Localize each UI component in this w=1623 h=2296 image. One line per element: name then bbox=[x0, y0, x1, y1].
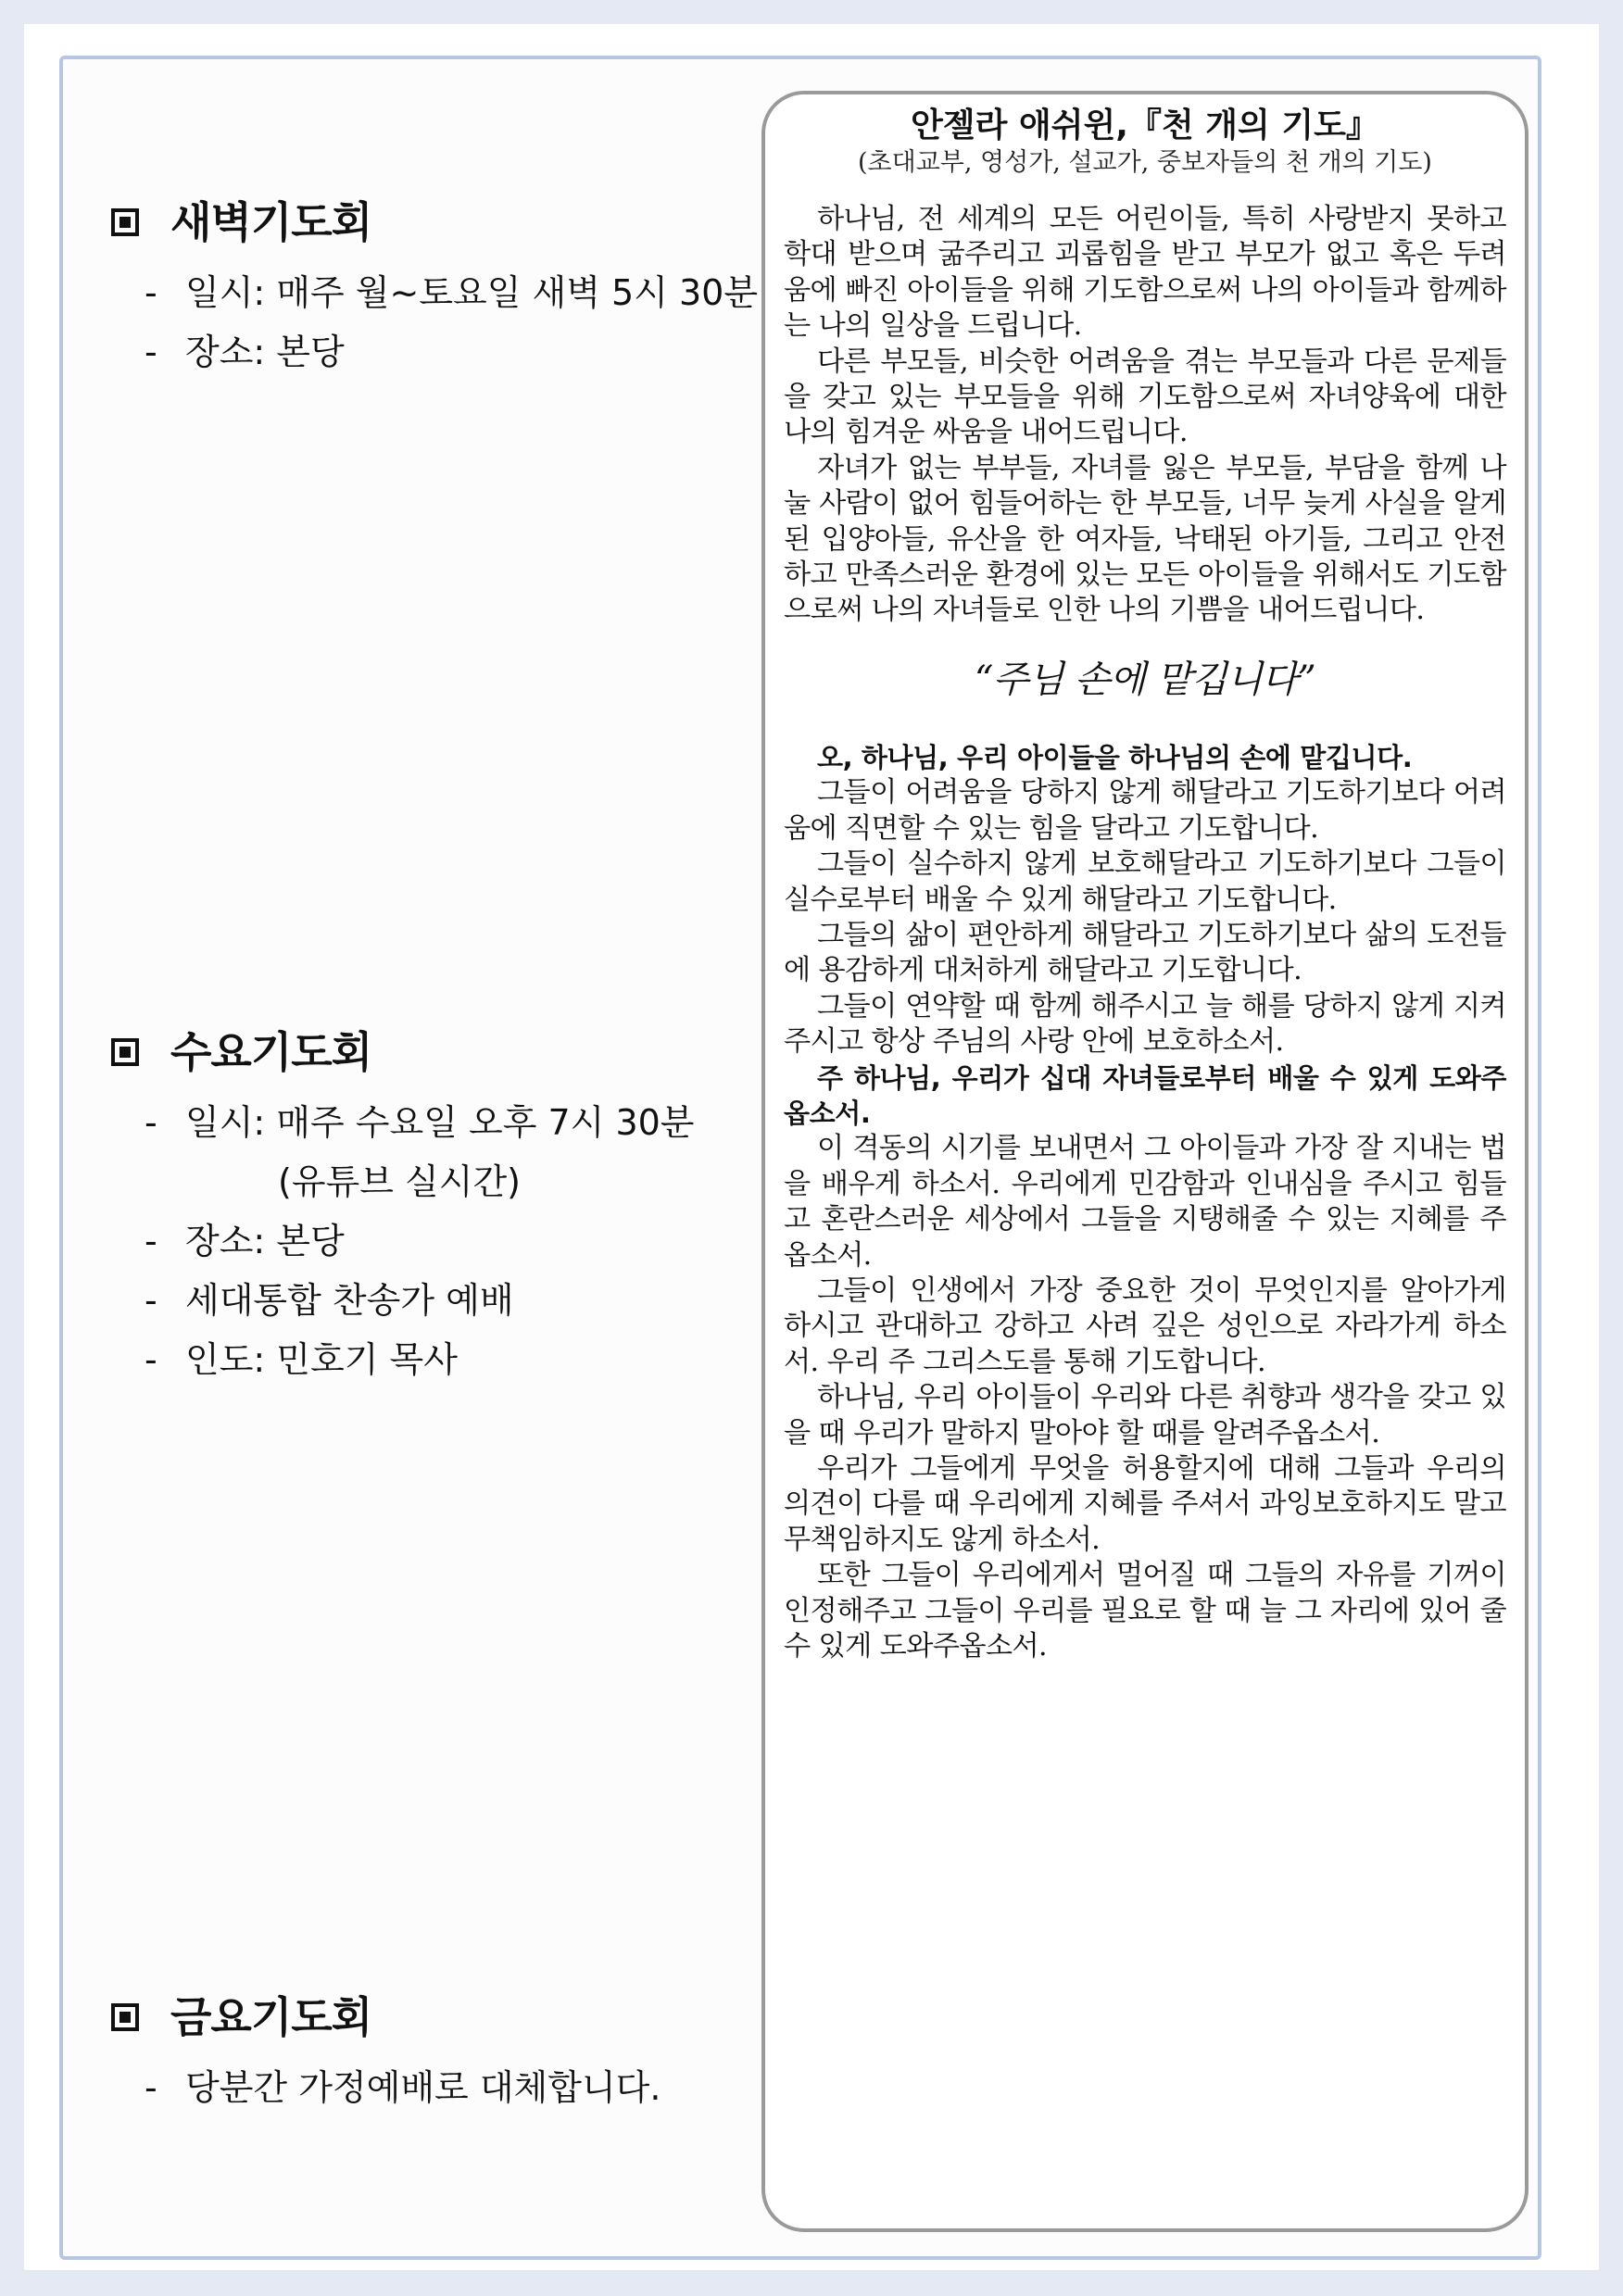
prayer-text bbox=[784, 202, 1506, 1664]
prayer-bold-line: 오, 하나님, 우리 아이들을 하나님의 손에 맡깁니다. bbox=[817, 741, 1413, 773]
wednesday-service: - 세대통합 찬송가 예배 bbox=[145, 1280, 514, 1321]
friday-note: - 당분간 가정예배로 대체합니다. bbox=[145, 2067, 661, 2108]
dawn-prayer-title: 새벽기도회 bbox=[170, 197, 372, 247]
friday-prayer-section bbox=[111, 1989, 661, 2117]
dawn-prayer-section bbox=[111, 194, 758, 382]
prayer-book-subtitle: (초대교부, 영성가, 설교가, 중보자들의 천 개의 기도) bbox=[858, 148, 1432, 177]
prayer-box bbox=[761, 91, 1529, 2232]
square-bullet-icon bbox=[111, 1038, 139, 1066]
prayer-bold-line: 주 하나님, 우리가 십대 자녀들로부터 배울 수 있게 도와주옵소서. bbox=[784, 1061, 1506, 1129]
square-bullet-icon bbox=[111, 208, 139, 236]
prayer-paragraph: 또한 그들이 우리에게서 멀어질 때 그들의 자유를 기꺼이 인정해주고 그들이 우리를 필요로 할 때 늘 그 자리에 있어 줄 수 있게 도와주옵소서. bbox=[784, 1559, 1506, 1663]
dawn-time: - 일시: 매주 월~토요일 새벽 5시 30분 bbox=[145, 272, 759, 313]
wednesday-prayer-title: 수요기도회 bbox=[170, 1027, 372, 1077]
intro-paragraph: 자녀가 없는 부부들, 자녀를 잃은 부모들, 부담을 함께 나눌 사람이 없어 힘들어하는 한 부모들, 너무 늦게 사실을 알게 된 입양아들, 유산을 한 여자들, 낙태된 아기들, 그리고 안전하고 만족스러운 환경에 있는 모든 아이들을 위해서도 기도함으로써 나의 자녀들로 인한 나의 기쁨을 내어드립니다. bbox=[784, 451, 1506, 627]
wednesday-leader: - 인도: 민호기 목사 bbox=[145, 1339, 458, 1380]
wednesday-time-note: (유튜브 실시간) bbox=[278, 1161, 521, 1202]
intro-paragraph: 다른 부모들, 비슷한 어려움을 겪는 부모들과 다른 문제들을 갖고 있는 부모들을 위해 기도함으로써 자녀양육에 대한 나의 힘겨운 싸움을 내어드립니다. bbox=[784, 345, 1506, 449]
page bbox=[24, 24, 1599, 2270]
wednesday-place: - 장소: 본당 bbox=[145, 1221, 345, 1261]
prayer-paragraph: 그들이 인생에서 가장 중요한 것이 무엇인지를 알아가게 하시고 관대하고 강하고 사려 깊은 성인으로 자라가게 하소서. 우리 주 그리스도를 통해 기도합니다. bbox=[784, 1273, 1506, 1378]
prayer-quote-title: “주님 손에 맡깁니다” bbox=[974, 658, 1316, 701]
prayer-paragraph: 그들이 실수하지 않게 보호해달라고 기도하기보다 그들이 실수로부터 배울 수 있게 해달라고 기도합니다. bbox=[784, 847, 1506, 916]
square-bullet-icon bbox=[111, 2003, 139, 2031]
friday-prayer-title: 금요기도회 bbox=[170, 1992, 372, 2042]
bulletin-frame bbox=[59, 56, 1541, 2260]
wednesday-prayer-section bbox=[111, 1024, 695, 1389]
prayer-paragraph: 그들의 삶이 편안하게 해달라고 기도하기보다 삶의 도전들에 용감하게 대처하게 해달라고 기도합니다. bbox=[784, 918, 1506, 987]
wednesday-time: - 일시: 매주 수요일 오후 7시 30분 bbox=[145, 1102, 695, 1143]
prayer-paragraph: 이 격동의 시기를 보내면서 그 아이들과 가장 잘 지내는 법을 배우게 하소서. 우리에게 민감함과 인내심을 주시고 힘들고 혼란스러운 세상에서 그들을 지탱해줄 수 있는 지혜를 주옵소서. bbox=[784, 1132, 1506, 1272]
prayer-paragraph: 우리가 그들에게 무엇을 허용할지에 대해 그들과 우리의 의견이 다를 때 우리에게 지혜를 주셔서 과잉보호하지도 말고 무책임하지도 않게 하소서. bbox=[784, 1452, 1506, 1556]
prayer-paragraph: 하나님, 우리 아이들이 우리와 다른 취향과 생각을 갖고 있을 때 우리가 말하지 말아야 할 때를 알려주옵소서. bbox=[784, 1381, 1506, 1449]
prayer-book-title: 안젤라 애쉬윈,『천 개의 기도』 bbox=[911, 107, 1379, 144]
intro-paragraph: 하나님, 전 세계의 모든 어린이들, 특히 사랑받지 못하고 학대 받으며 굶주리고 괴롭힘을 받고 부모가 없고 혹은 두려움에 빠진 아이들을 위해 기도함으로써 나의 아이들과 함께하는 나의 일상을 드립니다. bbox=[784, 203, 1506, 343]
prayer-paragraph: 그들이 연약할 때 함께 해주시고 늘 해를 당하지 않게 지켜주시고 항상 주님의 사랑 안에 보호하소서. bbox=[784, 989, 1506, 1059]
dawn-place: - 장소: 본당 bbox=[145, 332, 345, 372]
prayer-paragraph: 그들이 어려움을 당하지 않게 해달라고 기도하기보다 어려움에 직면할 수 있는 힘을 달라고 기도합니다. bbox=[784, 776, 1506, 845]
left-column bbox=[63, 59, 767, 2256]
